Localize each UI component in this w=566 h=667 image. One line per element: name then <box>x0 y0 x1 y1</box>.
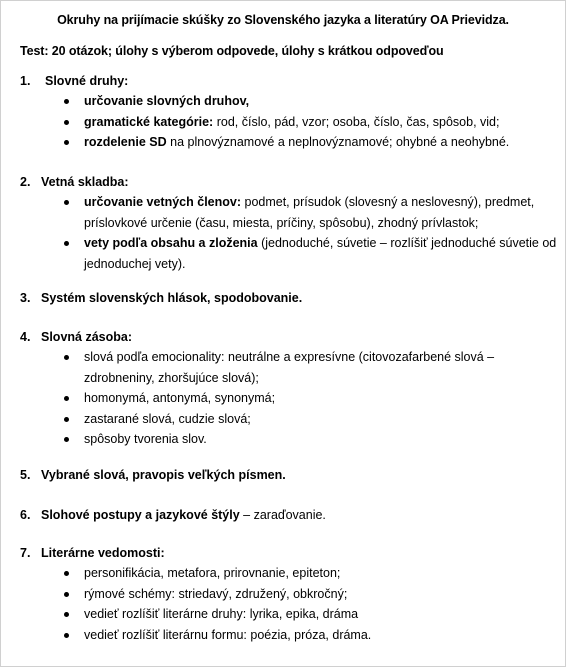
section-title: Vybrané slová, pravopis veľkých písmen. <box>41 468 286 482</box>
bullet-icon <box>64 633 69 638</box>
list-item <box>20 347 557 388</box>
section-title: Slovná zásoba: <box>41 330 132 344</box>
section-title: Slohové postupy a jazykové štýly <box>41 508 240 522</box>
item-text: na plnovýznamové a neplnovýznamové; ohybné a neohybné. <box>166 135 510 149</box>
section-number: 1. <box>20 74 31 88</box>
section-title: Slovné druhy: <box>45 74 129 88</box>
list-item <box>20 388 557 409</box>
document-subtitle: Test: 20 otázok; úlohy s výberom odpovede, úlohy s krátkou odpoveďou <box>20 44 444 58</box>
section-system-hlasok <box>20 289 557 308</box>
list-item <box>20 233 557 274</box>
bullet-icon <box>64 120 69 125</box>
item-text: homonymá, antonymá, synonymá; <box>84 391 276 405</box>
list-item <box>20 625 557 646</box>
section-number: 7. <box>20 546 31 560</box>
item-text: vedieť rozlíšiť literárnu formu: poézia, próza, dráma. <box>84 627 372 642</box>
section-number: 4. <box>20 330 31 344</box>
section-heading <box>20 466 557 485</box>
list-item <box>20 409 557 430</box>
section-list <box>20 91 557 153</box>
list-item <box>20 192 557 233</box>
section-list <box>20 563 557 645</box>
section-list <box>20 347 557 450</box>
bullet-icon <box>64 571 69 576</box>
section-title: Systém slovenských hlások, spodobovanie. <box>41 291 303 305</box>
list-item <box>20 132 557 153</box>
section-number: 6. <box>20 508 31 522</box>
section-slovna-zasoba <box>20 328 557 450</box>
section-number: 2. <box>20 175 31 189</box>
section-number: 3. <box>20 291 31 305</box>
bullet-icon <box>64 612 69 617</box>
section-heading <box>20 289 557 308</box>
list-item <box>20 91 557 112</box>
section-vybrane-slova <box>20 466 557 485</box>
bullet-icon <box>64 396 69 401</box>
bullet-icon <box>64 99 69 104</box>
item-lead: vety podľa obsahu a zloženia <box>84 236 258 250</box>
document-title: Okruhy na prijímacie skúšky zo Slovenského jazyka a literatúry OA Prievidza. <box>57 13 509 27</box>
item-lead: určovanie slovných druhov, <box>84 94 250 108</box>
item-text: zastarané slová, cudzie slová; <box>84 411 251 426</box>
item-text: (jednoduché, súvetie – rozlíšiť jednoduché súvetie od jednoduchej vety). <box>84 236 557 271</box>
section-list <box>20 192 557 274</box>
item-text: vedieť rozlíšiť literárne druhy: lyrika, epika, dráma <box>84 607 359 621</box>
bullet-icon <box>64 140 69 145</box>
item-lead: gramatické kategórie: <box>84 114 214 129</box>
bullet-icon <box>64 592 69 597</box>
section-heading <box>20 328 557 347</box>
list-item <box>20 429 557 450</box>
section-heading <box>20 544 557 563</box>
section-number: 5. <box>20 468 31 482</box>
item-text: podmet, prísudok (slovesný a neslovesný), predmet, príslovkové určenie (času, miesta, príčiny, spôsobu), zhodný prívlastok; <box>84 195 535 230</box>
bullet-icon <box>64 355 69 360</box>
item-text: rýmové schémy: striedavý, združený, obkročný; <box>84 586 348 601</box>
section-title: Vetná skladba: <box>41 175 129 189</box>
section-slohove-postupy <box>20 506 557 525</box>
bullet-icon <box>64 437 69 442</box>
section-heading <box>20 173 557 192</box>
item-lead: určovanie vetných členov: <box>84 195 242 209</box>
list-item <box>20 584 557 605</box>
list-item <box>20 563 557 584</box>
list-item <box>20 604 557 625</box>
item-lead: rozdelenie SD <box>84 135 167 149</box>
section-vetna-skladba <box>20 173 557 274</box>
bullet-icon <box>64 417 69 422</box>
section-literarne-vedomosti <box>20 544 557 645</box>
bullet-icon <box>64 200 69 205</box>
item-text: slová podľa emocionality: neutrálne a expresívne (citovozafarbené slová – zdrobneniny, zhoršujúce slová); <box>84 350 495 385</box>
bullet-icon <box>64 241 69 246</box>
section-suffix: – zaraďovanie. <box>239 508 326 522</box>
section-heading <box>20 506 557 525</box>
section-title: Literárne vedomosti: <box>41 546 165 560</box>
section-heading <box>20 72 557 91</box>
list-item <box>20 112 557 133</box>
item-text: personifikácia, metafora, prirovnanie, epiteton; <box>84 566 341 580</box>
item-text: rod, číslo, pád, vzor; osoba, číslo, čas, spôsob, vid; <box>213 114 500 129</box>
section-slovne-druhy <box>20 72 557 153</box>
item-text: spôsoby tvorenia slov. <box>84 432 207 446</box>
